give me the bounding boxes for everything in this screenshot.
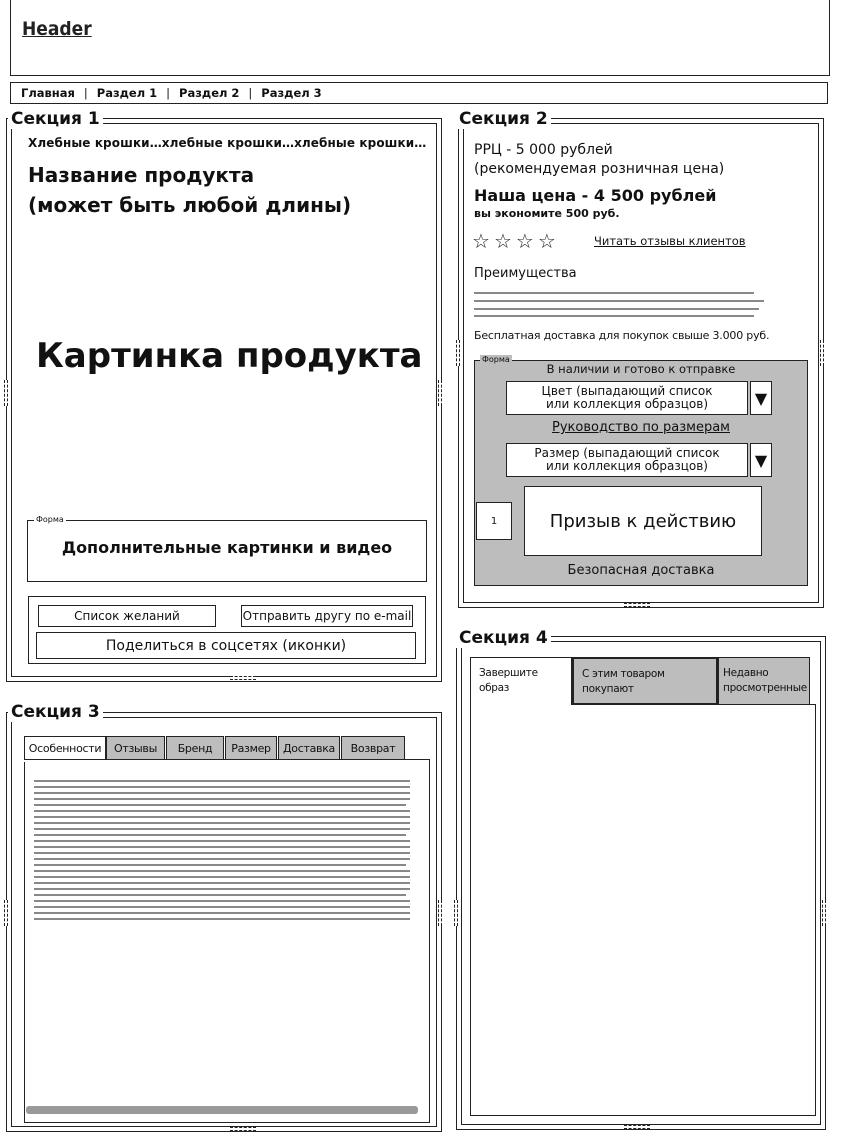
resize-handle[interactable]: [822, 900, 826, 926]
placeholder-line: [34, 846, 410, 848]
tab-brand[interactable]: Бренд: [166, 736, 224, 760]
placeholder-line: [474, 300, 764, 302]
star-outline-icon: ☆: [537, 229, 556, 253]
nav-separator: |: [248, 86, 253, 100]
resize-handle[interactable]: [438, 900, 442, 926]
resize-handle[interactable]: [230, 1127, 256, 1131]
section4-label: Секция 4: [456, 628, 551, 648]
select-label: или коллекция образцов): [546, 397, 708, 411]
placeholder-line: [34, 798, 410, 800]
placeholder-line: [34, 780, 410, 782]
product-title: [28, 160, 351, 220]
stock-status: В наличии и готово к отправке: [546, 362, 736, 376]
horizontal-scrollbar[interactable]: [26, 1106, 418, 1114]
product-title-line: (может быть любой длины): [28, 193, 352, 217]
free-delivery-text: Бесплатная доставка для покупок свыше 3.000 руб.: [474, 329, 770, 342]
tab-returns[interactable]: Возврат: [341, 736, 405, 760]
resize-handle[interactable]: [4, 900, 8, 926]
savings-text: вы экономите 500 руб.: [474, 207, 620, 220]
product-title-line: Название продукта: [28, 163, 255, 187]
header-title[interactable]: Header: [22, 18, 92, 40]
placeholder-line: [34, 840, 410, 842]
star-outline-icon: ☆: [493, 229, 512, 253]
placeholder-line: [34, 900, 410, 902]
nav-separator: |: [83, 86, 88, 100]
nav-separator: |: [166, 86, 171, 100]
tab-content-panel: [470, 704, 816, 1116]
resize-handle[interactable]: [438, 380, 442, 406]
star-outline-icon: ☆: [515, 229, 534, 253]
tab-complete-look[interactable]: [470, 657, 572, 705]
tab-label: просмотренные: [723, 682, 807, 694]
placeholder-line: [474, 315, 754, 317]
cta-button[interactable]: Призыв к действию: [524, 486, 762, 556]
header-box: [10, 0, 830, 76]
resize-handle[interactable]: [624, 1125, 650, 1129]
placeholder-line: [34, 804, 406, 806]
tab-size[interactable]: Размер: [225, 736, 277, 760]
placeholder-line: [474, 308, 759, 310]
placeholder-line: [34, 888, 410, 890]
select-label: Цвет (выпадающий список: [541, 384, 713, 398]
placeholder-line: [34, 834, 406, 836]
main-nav: [10, 82, 828, 104]
placeholder-line: [34, 822, 410, 824]
rrp-price: РРЦ - 5 000 рублей: [474, 142, 613, 158]
placeholder-line: [34, 912, 410, 914]
tab-delivery[interactable]: Доставка: [278, 736, 340, 760]
color-select[interactable]: [506, 381, 748, 415]
advantages-heading: Преимущества: [474, 266, 577, 281]
resize-handle[interactable]: [230, 676, 256, 680]
tab-label: Завершите: [479, 667, 538, 679]
form-legend: Форма: [482, 355, 510, 364]
placeholder-line: [34, 816, 410, 818]
placeholder-line: [474, 292, 754, 294]
section1-label: Секция 1: [8, 109, 103, 129]
rrp-caption: (рекомендуемая розничная цена): [474, 161, 725, 177]
placeholder-line: [34, 828, 410, 830]
additional-media[interactable]: Дополнительные картинки и видео: [61, 538, 393, 557]
quantity-input[interactable]: 1: [476, 502, 512, 540]
tab-label: образ: [479, 682, 510, 694]
select-label: Размер (выпадающий список: [534, 446, 720, 460]
form-legend: Форма: [36, 515, 64, 524]
tab-reviews[interactable]: Отзывы: [106, 736, 165, 760]
placeholder-line: [34, 858, 410, 860]
breadcrumb[interactable]: Хлебные крошки…хлебные крошки…хлебные крошки…: [28, 136, 427, 150]
secure-delivery-text: Безопасная доставка: [567, 563, 715, 578]
tab-label: Недавно: [723, 667, 769, 679]
tab-features[interactable]: Особенности: [24, 736, 106, 760]
nav-item-home[interactable]: Главная: [21, 86, 75, 100]
rating-stars[interactable]: [472, 229, 556, 253]
resize-handle[interactable]: [454, 900, 458, 926]
placeholder-line: [34, 870, 410, 872]
placeholder-line: [34, 906, 410, 908]
placeholder-line: [34, 918, 410, 920]
triangle-down-icon[interactable]: ▼: [750, 443, 772, 477]
tab-recently-viewed[interactable]: [718, 657, 810, 705]
size-guide-link[interactable]: Руководство по размерам: [552, 420, 730, 435]
triangle-down-icon[interactable]: ▼: [750, 381, 772, 415]
send-to-friend-button[interactable]: Отправить другу по e-mail: [241, 605, 413, 627]
wishlist-button[interactable]: Список желаний: [38, 605, 216, 627]
share-social-button[interactable]: Поделиться в соцсетях (иконки): [36, 632, 416, 659]
resize-handle[interactable]: [456, 340, 460, 366]
section2-label: Секция 2: [456, 109, 551, 129]
nav-item-section1[interactable]: Раздел 1: [96, 86, 158, 100]
placeholder-line: [34, 864, 406, 866]
placeholder-line: [34, 852, 410, 854]
nav-item-section2[interactable]: Раздел 2: [179, 86, 240, 100]
tab-label: С этим товаром: [582, 668, 665, 680]
tab-label: покупают: [582, 683, 634, 695]
placeholder-line: [34, 894, 406, 896]
placeholder-line: [34, 810, 410, 812]
placeholder-line: [34, 876, 410, 878]
placeholder-line: [34, 882, 410, 884]
tab-bought-together[interactable]: [572, 657, 718, 705]
resize-handle[interactable]: [624, 603, 650, 607]
active-tab-gap: [471, 703, 571, 706]
placeholder-line: [34, 786, 410, 788]
resize-handle[interactable]: [4, 380, 8, 406]
section3-label: Секция 3: [8, 702, 103, 722]
reviews-link[interactable]: Читать отзывы клиентов: [594, 234, 746, 248]
active-tab-gap: [24, 760, 106, 762]
size-select[interactable]: [506, 443, 748, 477]
star-outline-icon: ☆: [472, 229, 490, 253]
nav-item-section3[interactable]: Раздел 3: [261, 86, 322, 100]
placeholder-line: [34, 792, 410, 794]
select-label: или коллекция образцов): [545, 459, 708, 473]
resize-handle[interactable]: [820, 340, 824, 366]
our-price: Наша цена - 4 500 рублей: [474, 186, 717, 205]
product-image-placeholder[interactable]: Картинка продукта: [36, 336, 423, 376]
text-placeholder-lines: [34, 780, 410, 924]
